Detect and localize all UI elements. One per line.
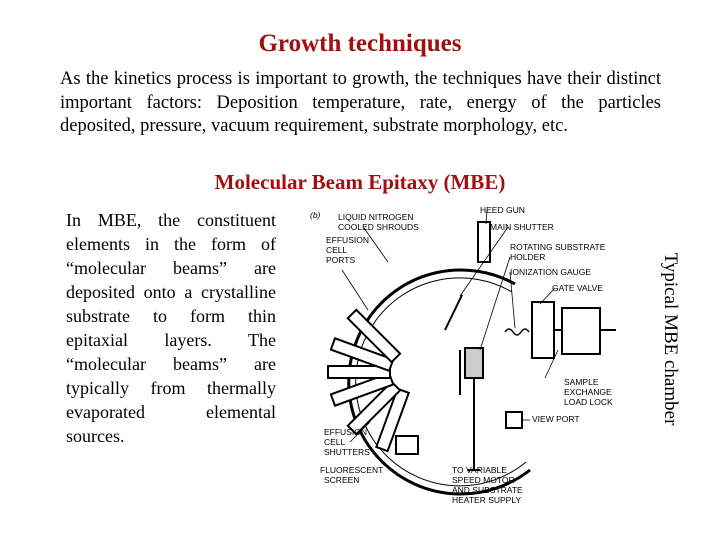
slide-title: Growth techniques bbox=[258, 30, 462, 57]
label-shutters-3: SHUTTERS bbox=[324, 447, 370, 457]
substrate-holder bbox=[460, 348, 483, 470]
ionization-gauge-coil bbox=[505, 329, 529, 335]
main-shutter bbox=[445, 295, 462, 330]
mbe-chamber-schematic bbox=[300, 200, 640, 540]
label-holder: HOLDER bbox=[510, 252, 546, 262]
section-subtitle: Molecular Beam Epitaxy (MBE) bbox=[214, 170, 506, 194]
label-main-shutter: MAIN SHUTTER bbox=[490, 222, 554, 232]
label-fluorescent: FLUORESCENT bbox=[320, 465, 384, 475]
label-and-substrate: AND SUBSTRATE bbox=[452, 485, 523, 495]
panel-label: (b) bbox=[310, 210, 321, 220]
label-sample: SAMPLE bbox=[564, 377, 599, 387]
label-effusion-ports-2: CELL bbox=[326, 245, 348, 255]
label-screen: SCREEN bbox=[324, 475, 360, 485]
view-port bbox=[506, 412, 522, 428]
label-heater-supply: HEATER SUPPLY bbox=[452, 495, 522, 505]
label-liquid-nitrogen: LIQUID NITROGEN bbox=[338, 212, 414, 222]
label-speed-motor: SPEED MOTOR bbox=[452, 475, 515, 485]
label-gate-valve: GATE VALVE bbox=[552, 283, 604, 293]
label-to-variable: TO VARIABLE bbox=[452, 465, 507, 475]
diagram-caption: Typical MBE chamber bbox=[660, 252, 681, 426]
fluorescent-screen bbox=[396, 436, 418, 454]
mbe-chamber-diagram bbox=[300, 200, 640, 540]
label-shutters-2: CELL bbox=[324, 437, 346, 447]
label-cooled-shrouds: COOLED SHROUDS bbox=[338, 222, 419, 232]
load-lock bbox=[532, 302, 616, 358]
mbe-description: In MBE, the constituent elements in the form of “molecular beams” are deposited onto a crystalline substrate to form thin epitaxial layers. The “molecular beams” are typically from thermally evaporated elemental sources. bbox=[66, 210, 276, 446]
label-ionization-gauge: IONIZATION GAUGE bbox=[510, 267, 592, 277]
label-effusion-ports-3: PORTS bbox=[326, 255, 356, 265]
intro-paragraph: As the kinetics process is important to growth, the techniques have their distinct important factors: Deposition temperature, rate, energy of the particles deposited, pressure, vacuum requirement, substrate morphology, etc. bbox=[60, 69, 661, 136]
label-shutters-1: EFFUSION bbox=[324, 427, 367, 437]
label-exchange: EXCHANGE bbox=[564, 387, 612, 397]
label-rotating-substrate: ROTATING SUBSTRATE bbox=[510, 242, 606, 252]
label-load-lock: LOAD LOCK bbox=[564, 397, 613, 407]
label-heed-gun: HEED GUN bbox=[480, 205, 525, 215]
label-view-port: VIEW PORT bbox=[532, 414, 580, 424]
label-effusion-ports-1: EFFUSION bbox=[326, 235, 369, 245]
